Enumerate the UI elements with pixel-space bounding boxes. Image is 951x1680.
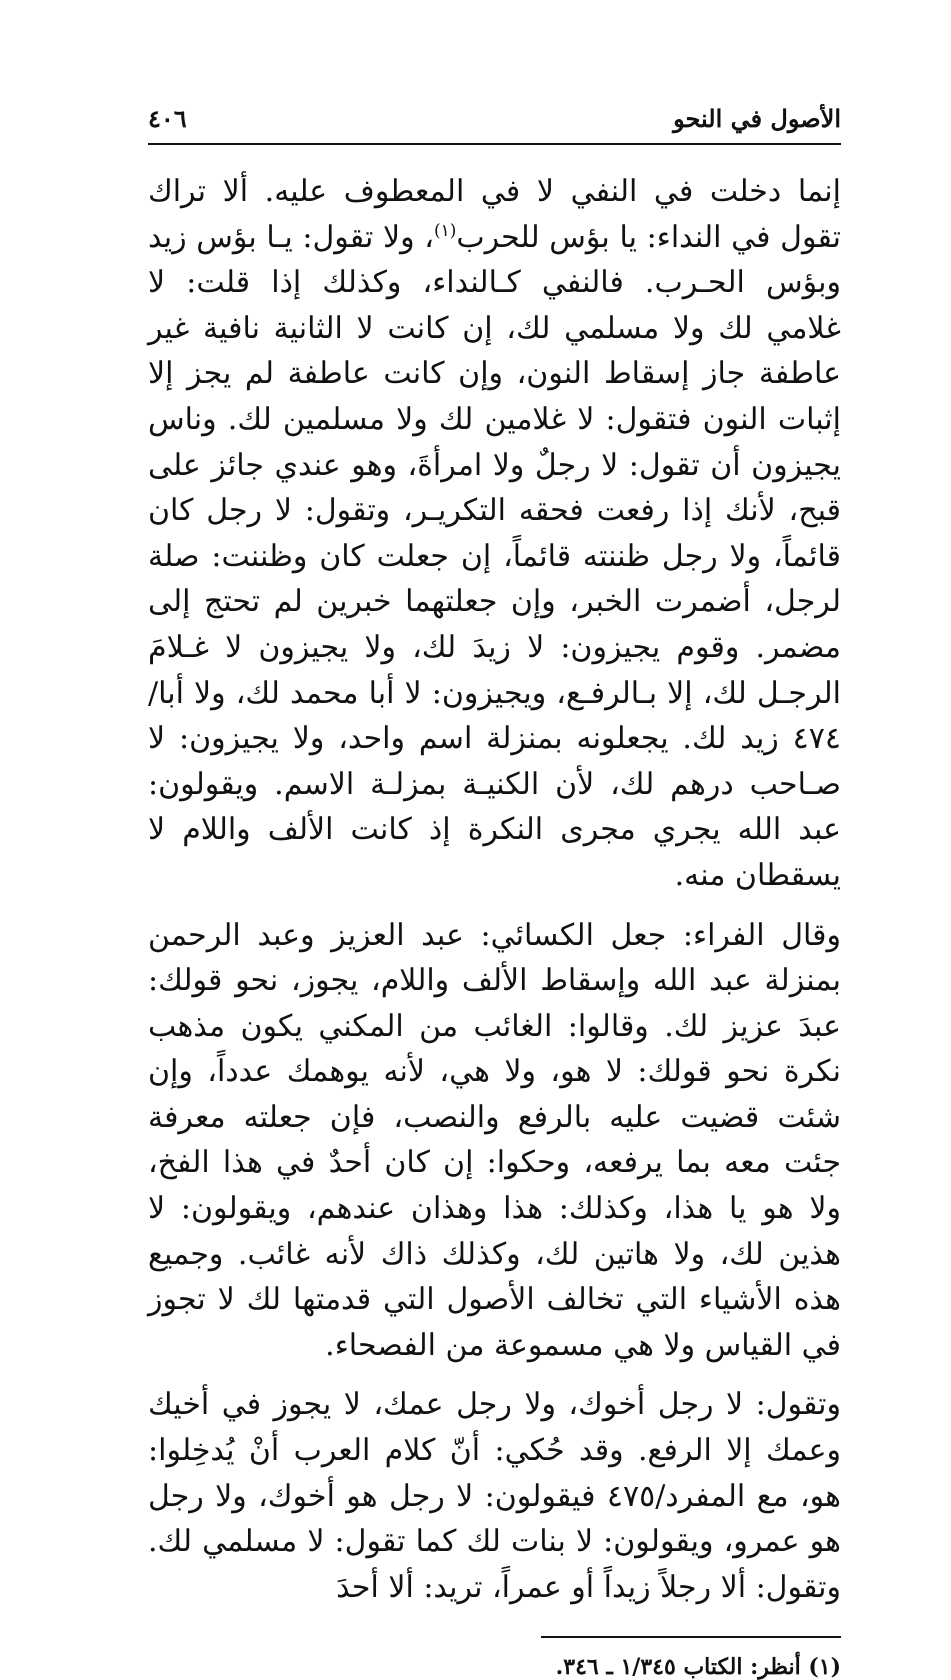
page-number: ٤٠٦ [148,104,187,133]
text-run: وقال الفراء: جعل الكسائي: عبد العزيز وعبد الرحمن بمنزلة عبد الله وإسقاط الألف واللام، يجوز، نحو قولك: عبدَ عزيز لك. وقالوا: الغائب من المكني يكون مذهب نكرة نحو قولك: لا هو، ولا هي، لأنه يوهمك عدداً، وإن شئت قضيت عليه بالرفع والنصب، فإن جعلته معرفة جئت معه بما يرفعه، وحكوا: إن كان أحدٌ في هذا الفخ، ولا هو يا هذا، وكذلك: هذا وهذان عندهم، ويقولون: لا هذين لك، ولا هاتين لك، وكذلك ذاك لأنه غائب. وجميع هذه الأشياء التي تخالف الأصول التي قدمتها لك لا تجوز في القياس ولا هي مسموعة من الفصحاء. [148,917,841,1363]
running-title: الأصول في النحو [673,104,841,133]
text-run: ، ولا تقول: يـا بؤس زيد وبؤس الحـرب. فالنفي كـالنداء، وكذلك إذا قلت: لا غلامي لك ولا مسلمي لك، إن كانت لا الثانية نافية غير عاطفة جاز إسقاط النون، وإن كانت عاطفة لم يجز إلا إثبات النون فتقول: لا غلامين لك ولا مسلمين لك. وناس يجيزون أن تقول: لا رجلٌ ولا امرأةَ، وهو عندي جائز على قبح، لأنك إذا رفعت فحقه التكريـر، وتقول: لا رجل كان قائماً، ولا رجل ظننته قائماً، إن جعلت كان وظننت: صلة لرجل، أضمرت الخبر، وإن جعلتهما خبرين لم تحتج إلى مضمر. وقوم يجيزون: لا زيدَ لك، ولا يجيزون لا غـلامَ الرجـل لك، إلا بـالرفـع، ويجيزون: لا أبا محمد لك، ولا أبا/٤٧٤ زيد لك. يجعلونه بمنزلة اسم واحد، ولا يجيزون: لا صـاحب درهم لك، لأن الكنيـة بمزلـة الاسم. ويقولون: عبد الله يجري مجرى النكرة إذ كانت الألف واللام لا يسقطان منه. [148,219,841,893]
footnote-separator [541,1636,841,1638]
body-text [148,169,841,1610]
footnote-marker: (١) [433,220,457,241]
paragraph [148,913,841,1369]
text-run: إنما دخلت في النفي لا في المعطوف عليه. ألا تراك تقول في النداء: يا بؤس للحرب [148,174,841,255]
paragraph [148,1382,841,1610]
page-header [148,104,841,145]
paragraph [148,169,841,899]
footnote: (١) أنظر: الكتاب ١/٣٤٥ ـ ٣٤٦. [555,1654,841,1680]
text-run: وتقول: لا رجل أخوك، ولا رجل عمك، لا يجوز في أخيك وعمك إلا الرفع. وقد حُكي: أنّ كلام العرب أنْ يُدخِلوا: هو، مع المفرد/٤٧٥ فيقولون: لا رجل هو أخوك، ولا رجل هو عمرو، ويقولون: لا بنات لك كما تقول: لا مسلمي لك. وتقول: ألا رجلاً زيداً أو عمراً، تريد: ألا أحدَ [148,1387,842,1605]
